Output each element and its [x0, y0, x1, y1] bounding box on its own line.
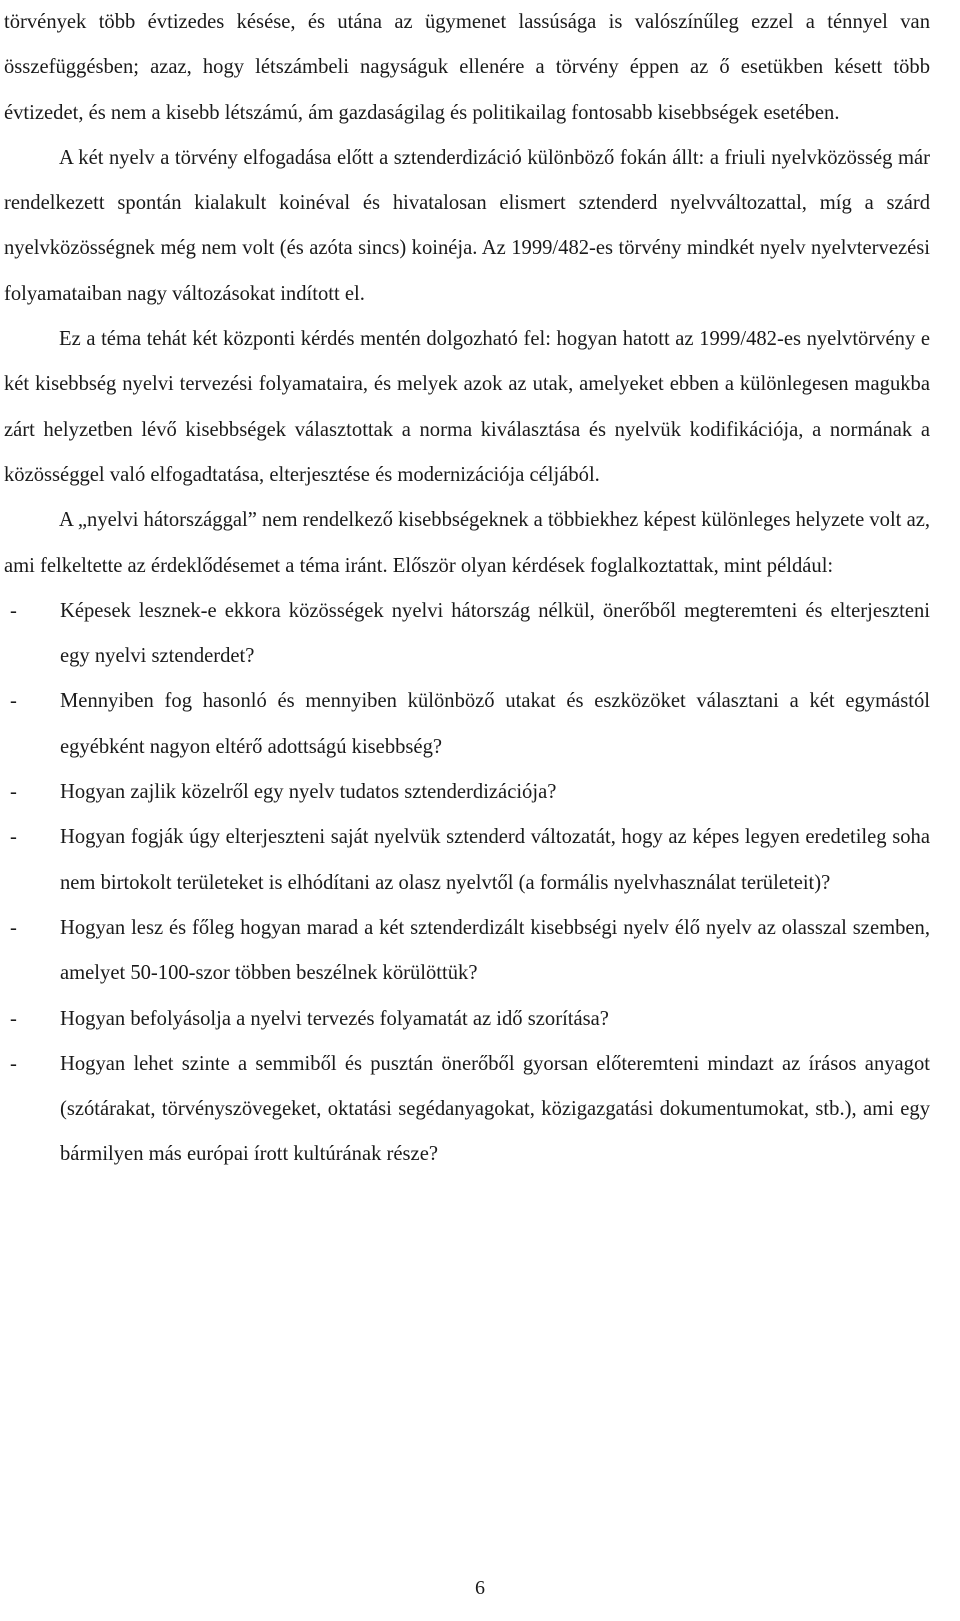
list-item — [4, 906, 930, 997]
paragraph-continuation: törvények több évtizedes késése, és utána az ügymenet lassúsága is valószínűleg ezzel a ténnyel van összefüggésben; azaz, hogy létszámbeli nagyságuk ellenére a törvény éppen az ő esetükben késett több évtizedet, és nem a kisebb létszámú, ám gazdaságilag és politikailag fontosabb kisebbségek esetében. — [4, 11, 930, 124]
list-item-text: Hogyan zajlik közelről egy nyelv tudatos sztenderdizációja? — [60, 781, 557, 804]
list-item — [4, 997, 930, 1042]
document-page — [4, 0, 930, 1178]
list-item-text: Hogyan lesz és főleg hogyan marad a két sztenderdizált kisebbségi nyelv élő nyelv az olasszal szemben, amelyet 50-100-szor többen beszélnek körülöttük? — [60, 916, 930, 985]
list-item-text: Hogyan lehet szinte a semmiből és pusztán önerőből gyorsan előteremteni mindazt az írásos anyagot (szótárakat, törvényszövegeket, oktatási segédanyagokat, közigazgatási dokumentumokat, stb.), ami egy bármilyen más európai írott kultúrának része? — [60, 1052, 930, 1166]
list-dash: - — [10, 781, 17, 804]
question-list — [4, 589, 930, 1178]
list-dash: - — [10, 690, 17, 713]
list-item — [4, 770, 930, 815]
list-dash: - — [10, 599, 17, 622]
paragraph-research-questions: Ez a téma tehát két központi kérdés mentén dolgozható fel: hogyan hatott az 1999/482-es nyelvtörvény e két kisebbség nyelvi tervezési folyamataira, és melyek azok az utak, amelyeket ebben a különlegesen magukba zárt helyzetben lévő kisebbségek választottak a norma kiválasztása és nyelvük kodifikációja, a normának a közösséggel való elfogadtatása, elterjesztése és modernizációja céljából. — [4, 328, 930, 486]
page-number: 6 — [475, 1577, 485, 1599]
list-item-text: Mennyiben fog hasonló és mennyiben különböző utakat és eszközöket választani a két egymástól egyébként nagyon eltérő adottságú kisebbség? — [60, 690, 930, 758]
paragraph-standardization: A két nyelv a törvény elfogadása előtt a sztenderdizáció különböző fokán állt: a friuli nyelvközösség már rendelkezett spontán kialakult koinéval és hivatalosan elismert sztenderd nyelvváltozattal, míg a szárd nyelvközösségnek még nem volt (és azóta sincs) koinéja. Az 1999/482-es törvény mindkét nyelv nyelvtervezési folyamataiban nagy változásokat indított el. — [4, 146, 930, 305]
list-dash: - — [10, 826, 17, 849]
list-item-text: Hogyan befolyásolja a nyelvi tervezés folyamatát az idő szorítása? — [60, 1007, 609, 1030]
list-item — [4, 1042, 930, 1178]
list-item — [4, 679, 930, 770]
list-dash: - — [10, 1052, 17, 1075]
list-dash: - — [10, 1007, 17, 1030]
list-item-text: Hogyan fogják úgy elterjeszteni saját nyelvük sztenderd változatát, hogy az képes legyen eredetileg soha nem birtokolt területeket is elhódítani az olasz nyelvtől (a formális nyelvhasználat területeit)? — [60, 826, 930, 894]
list-item-text: Képesek lesznek-e ekkora közösségek nyelvi hátország nélkül, önerőből megteremteni és elterjeszteni egy nyelvi sztenderdet? — [60, 599, 930, 668]
list-dash: - — [10, 916, 17, 939]
paragraph-motivation: A „nyelvi hátországgal” nem rendelkező kisebbségeknek a többiekhez képest különleges helyzete volt az, ami felkeltette az érdeklődésemet a téma iránt. Először olyan kérdések foglalkoztattak, mint például: — [4, 509, 930, 577]
list-item — [4, 589, 930, 680]
list-item — [4, 815, 930, 906]
